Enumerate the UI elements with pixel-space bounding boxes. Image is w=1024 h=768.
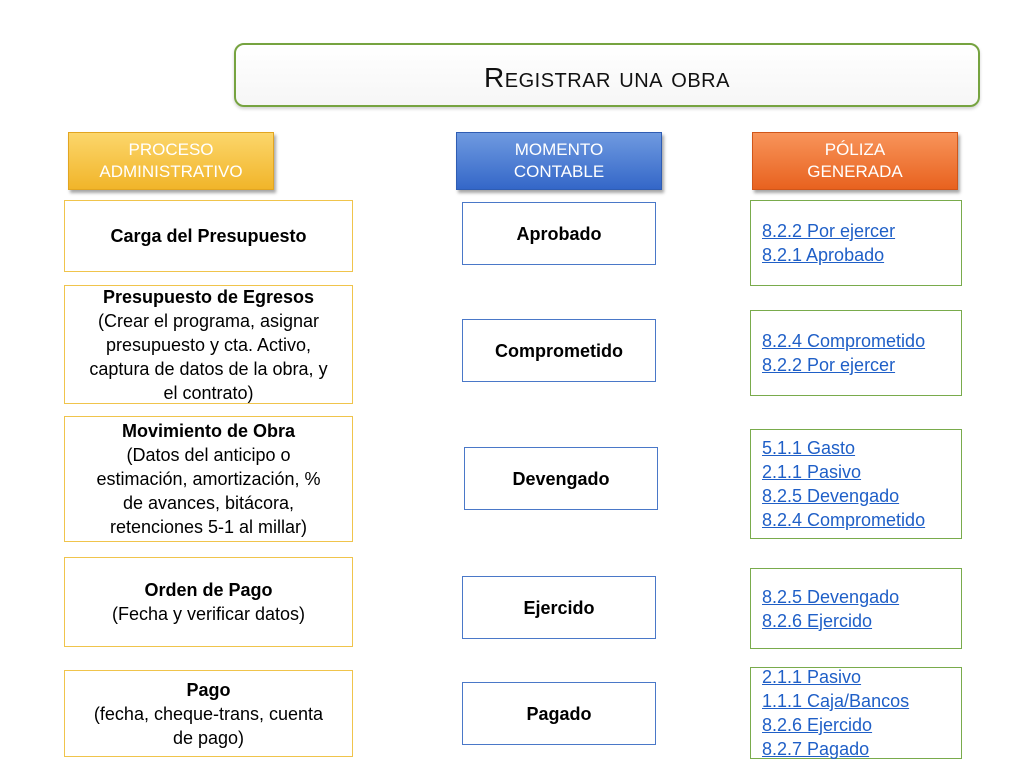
proceso-title: Pago — [186, 679, 231, 700]
proceso-detail: el contrato) — [163, 382, 254, 403]
proceso-detail: (Crear el programa, asignar — [97, 310, 320, 331]
poliza-link[interactable]: 8.2.6 Ejercido — [762, 610, 873, 631]
momento-box-comprometido — [462, 319, 656, 382]
poliza-link[interactable]: 2.1.1 Pasivo — [762, 667, 862, 687]
poliza-box-row-1 — [750, 200, 962, 286]
proceso-detail: de avances, bitácora, — [122, 493, 295, 513]
header-poliza-line-2: GENERADA — [807, 162, 903, 181]
header-momento-line-2: CONTABLE — [513, 162, 605, 181]
proceso-title: Presupuesto de Egresos — [102, 286, 315, 307]
header-proceso-line-1: PROCESO — [128, 140, 214, 159]
proceso-detail: estimación, amortización, % — [96, 469, 321, 489]
proceso-detail: (Datos del anticipo o — [126, 445, 291, 465]
poliza-link[interactable]: 8.2.1 Aprobado — [762, 245, 885, 265]
momento-label: Ejercido — [523, 597, 595, 618]
momento-label: Comprometido — [495, 340, 623, 361]
header-proceso-administrativo — [68, 132, 274, 190]
proceso-title: Orden de Pago — [144, 580, 273, 600]
proceso-title: Carga del Presupuesto — [110, 226, 307, 246]
poliza-link[interactable]: 1.1.1 Caja/Bancos — [762, 691, 910, 711]
title-box — [234, 43, 980, 107]
poliza-box-row-5 — [750, 667, 962, 759]
momento-label: Devengado — [512, 468, 610, 489]
proceso-box-movimiento-obra — [64, 416, 353, 542]
poliza-box-row-2 — [750, 310, 962, 396]
momento-box-devengado — [464, 447, 658, 510]
poliza-link[interactable]: 8.2.5 Devengado — [762, 586, 900, 607]
proceso-detail: (Fecha y verificar datos) — [111, 604, 306, 624]
poliza-link[interactable]: 8.2.4 Comprometido — [762, 331, 926, 351]
proceso-detail: de pago) — [172, 727, 245, 748]
momento-box-aprobado — [462, 202, 656, 265]
proceso-detail: presupuesto y cta. Activo, — [105, 334, 312, 355]
header-poliza-line-1: PÓLIZA — [824, 140, 886, 159]
proceso-title: Movimiento de Obra — [121, 421, 296, 441]
header-momento-contable — [456, 132, 662, 190]
poliza-link[interactable]: 8.2.7 Pagado — [762, 739, 870, 759]
momento-box-pagado — [462, 682, 656, 745]
poliza-link[interactable]: 8.2.5 Devengado — [762, 486, 900, 506]
proceso-detail: captura de datos de la obra, y — [89, 358, 328, 379]
proceso-box-presupuesto-egresos — [64, 285, 353, 404]
poliza-link[interactable]: 2.1.1 Pasivo — [762, 462, 862, 482]
header-poliza-generada — [752, 132, 958, 190]
momento-label: Pagado — [526, 703, 592, 724]
poliza-link[interactable]: 8.2.2 Por ejercer — [762, 221, 896, 241]
poliza-link[interactable]: 8.2.2 Por ejercer — [762, 355, 896, 375]
poliza-box-row-3 — [750, 429, 962, 539]
momento-label: Aprobado — [516, 223, 602, 244]
page-title: Registrar una obra — [484, 62, 730, 93]
proceso-detail: retenciones 5-1 al millar) — [109, 517, 308, 537]
proceso-box-orden-pago — [64, 557, 353, 647]
poliza-link[interactable]: 5.1.1 Gasto — [762, 438, 856, 458]
proceso-box-pago — [64, 670, 353, 757]
header-proceso-line-2: ADMINISTRATIVO — [99, 162, 243, 181]
poliza-box-row-4 — [750, 568, 962, 649]
poliza-link[interactable]: 8.2.4 Comprometido — [762, 510, 926, 530]
proceso-detail: (fecha, cheque-trans, cuenta — [93, 703, 324, 724]
poliza-link[interactable]: 8.2.6 Ejercido — [762, 715, 873, 735]
header-momento-line-1: MOMENTO — [514, 140, 604, 159]
proceso-box-carga-presupuesto — [64, 200, 353, 272]
momento-box-ejercido — [462, 576, 656, 639]
